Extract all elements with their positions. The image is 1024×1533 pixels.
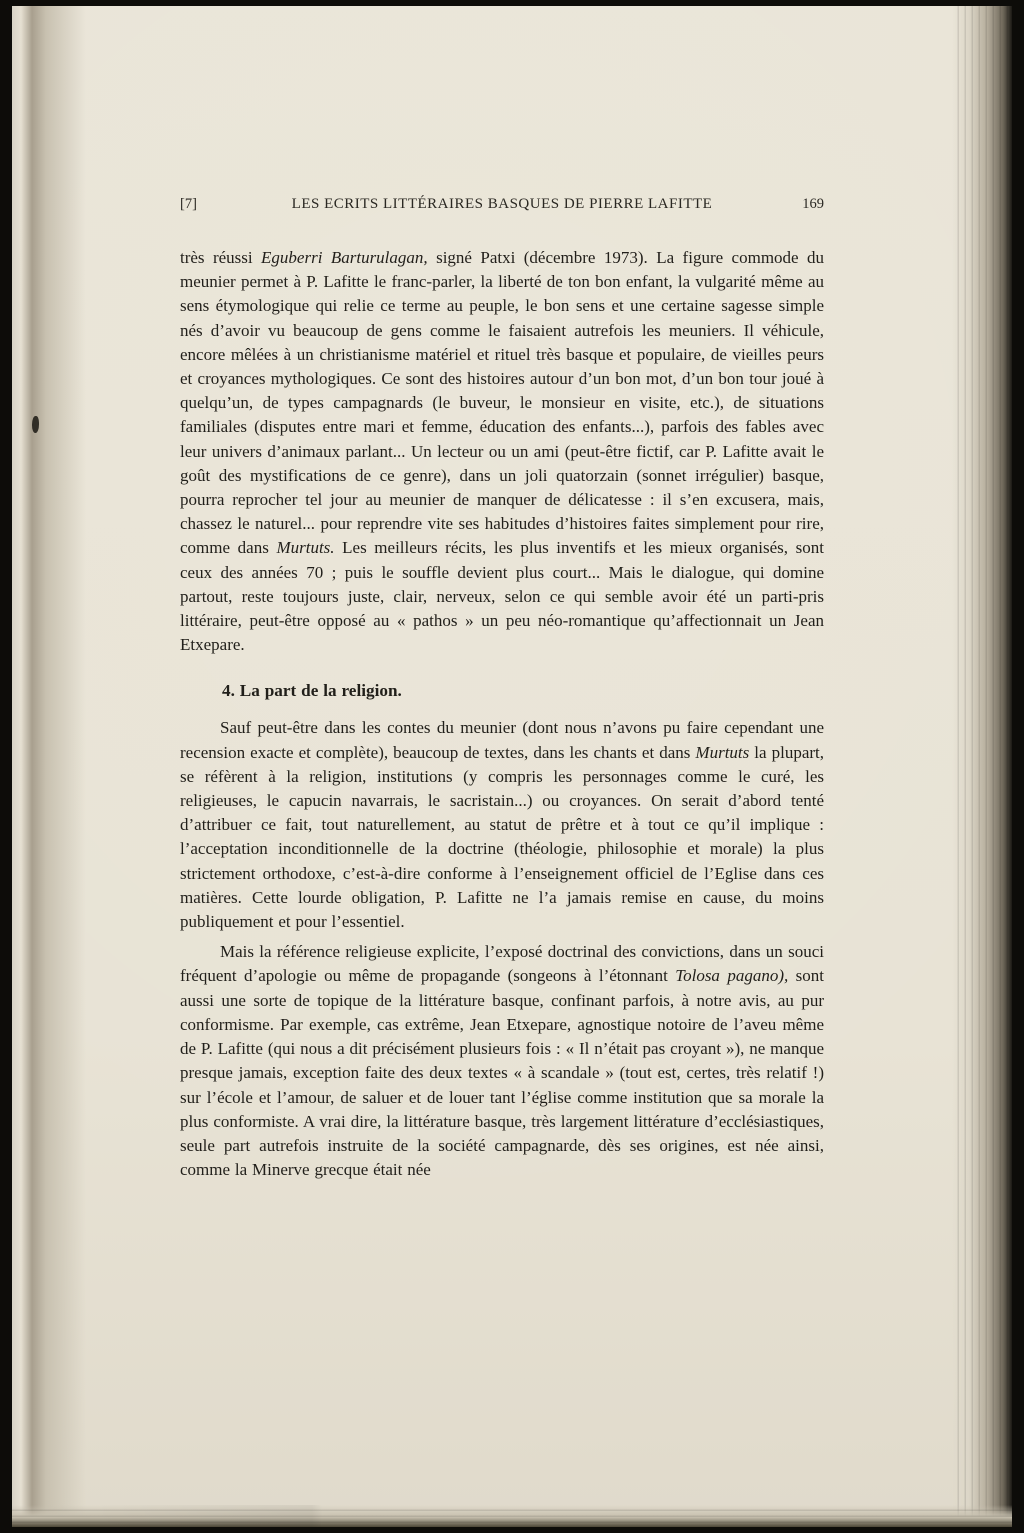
running-title: LES ECRITS LITTÉRAIRES BASQUES DE PIERRE LAFITTE	[291, 196, 713, 212]
book-page	[12, 6, 1012, 1527]
text-block	[180, 196, 824, 1182]
italic-text-segment: Eguberri Barturulagan,	[261, 248, 428, 267]
book-gutter-shadow	[12, 6, 86, 1527]
italic-text-segment: Tolosa pagano),	[675, 966, 789, 986]
page-header	[180, 196, 824, 213]
italic-text-segment: Murtuts.	[276, 538, 335, 558]
page-stack-bottom-edge	[12, 1505, 1012, 1527]
text-segment: très réussi	[180, 248, 262, 267]
page-stack-right-edge	[952, 6, 1012, 1527]
paragraph	[180, 716, 824, 934]
page-body	[180, 246, 824, 1182]
text-segment: la plupart, se réfèrent à la religion, institutions (y compris les personnages comme le curé, les religieuses, le capucin navarrais, le sacristain...) ou croyances. On serait d’abord tenté d’attribuer ce fait, tout naturellement, au statut de prêtre et à tout ce qu’il implique : l’acceptation inconditionnelle de la doctrine (théologie, philosophie et morale) la plus strictement orthodoxe, c’est-à-dire conforme à l’enseignement officiel de l’Eglise dans ces matières. Cette lourde obligation, P. Lafitte ne l’a jamais remise en cause, du moins publiquement et pour l’essentiel.	[180, 742, 825, 932]
page-number: 169	[802, 196, 824, 212]
text-segment: signé Patxi (décembre 1973). La figure commode du meunier permet à P. Lafitte le franc-parler, la liberté de ton bon enfant, la vulgarité même au sens étymologique qui relie ce terme au peuple, le bon sens et une certaine sagesse simple nés d’avoir vu beaucoup de gens comme le faisaient autrefois les meuniers. Il véhicule, encore mêlées à un christianisme matériel et rituel très basque et populaire, de vieilles peurs et croyances mythologiques. Ce sont des histoires autour d’un bon mot, d’un bon tour joué à quelqu’un, de types campagnards (le buveur, le monsieur en visite, etc.), de situations familiales (disputes entre mari et femme, éducation des enfants...), parfois des fables avec leur univers d’animaux parlant... Un lecteur ou un ami (peut-être fictif, car P. Lafitte avait le goût des mystifications de ce genre), dans un joli quatorzain (sonnet irrégulier) basque, pourra reprocher tel jour au meunier de manquer de délicatesse : il s’en excusera, mais, chassez le naturel... pour reprendre vite ses habitudes d’histoires faites simplement pour rire, comme dans	[180, 248, 825, 558]
text-segment: sont aussi une sorte de topique de la littérature basque, confinant parfois, à notre avis, au pur conformisme. Par exemple, cas extrême, Jean Etxepare, agnostique notoire de l’aveu même de P. Lafitte (qui nous a dit précisément plusieurs fois : « Il n’était pas croyant »), ne manque presque jamais, exception faite des deux textes « à scandale » (tout est, certes, très relatif !) sur l’école et l’amour, de saluer et de louer tant l’église comme institution que sa morale la plus conformiste. A vrai dire, la littérature basque, très largement littérature d’ecclésiastiques, seule part autrefois instruite de la société campagnarde, dès ses origines, est née ainsi, comme la Minerve grecque était née	[180, 966, 824, 1180]
scan-artifact-spot	[32, 416, 39, 433]
issue-number: [7]	[180, 196, 197, 212]
text-segment: Les meilleurs récits, les plus inventifs et les mieux organisés, sont ceux des années 70 ; puis le souffle devient plus court... Mais le dialogue, qui domine partout, reste toujours juste, clair, nerveux, selon ce qui semble avoir été un parti-pris littéraire, peut-être opposé au « pathos » un peu néo-romantique qu’affectionnait un Jean Etxepare.	[180, 538, 824, 655]
italic-text-segment: Murtuts	[695, 742, 750, 762]
text-segment: Sauf peut-être dans les contes du meunier (dont nous n’avons pu faire cependant une recension exacte et complète), beaucoup de textes, dans les chants et dans	[180, 718, 824, 762]
section-heading: 4. La part de la religion.	[222, 681, 402, 701]
paragraph	[180, 940, 824, 1182]
text-segment: Mais la référence religieuse explicite, l’exposé doctrinal des convictions, dans un souci fréquent d’apologie ou même de propagande (songeons à l’étonnant	[180, 942, 824, 986]
paragraph	[180, 246, 824, 657]
